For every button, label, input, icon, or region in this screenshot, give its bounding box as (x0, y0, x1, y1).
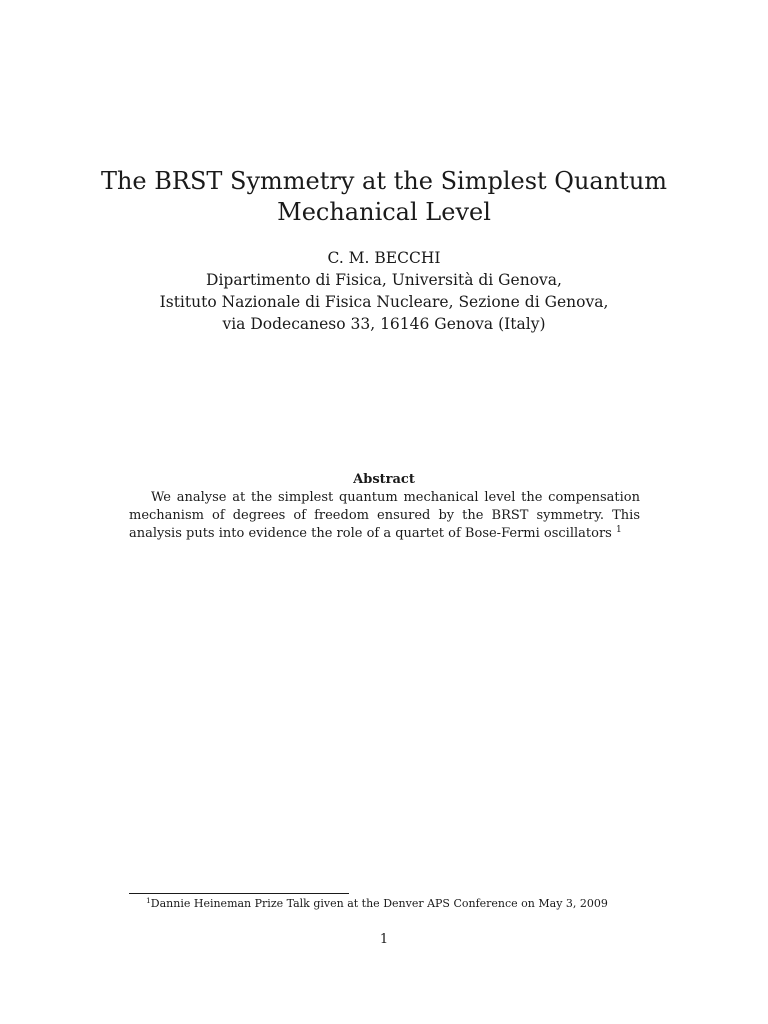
affiliation-line: Istituto Nazionale di Fisica Nucleare, Sezione di Genova, (159, 293, 609, 311)
author-name: C. M. BECCHI (327, 249, 441, 267)
affiliation-line: Dipartimento di Fisica, Università di Genova, (206, 271, 562, 289)
abstract-text: We analyse at the simplest quantum mechanical level the compensation mechanism of degrees of freedom ensured by the BRST symmetry. This analysis puts into evidence the role of a quartet of Bose-Fermi oscillators (129, 490, 640, 541)
affiliation-line: via Dodecaneso 33, 16146 Genova (Italy) (222, 315, 546, 333)
author-block (100, 247, 668, 335)
abstract-heading: Abstract (353, 472, 415, 487)
footnote-divider (129, 893, 349, 894)
footnote-reference[interactable]: 1 (616, 525, 622, 535)
footnote-mark: 1 (146, 896, 151, 905)
paper-title: The BRST Symmetry at the Simplest Quantum Mechanical Level (100, 167, 668, 226)
page-number: 1 (379, 932, 389, 947)
abstract-body (129, 489, 640, 543)
footnote-text: Dannie Heineman Prize Talk given at the Denver APS Conference on May 3, 2009 (150, 897, 608, 910)
footnote (146, 897, 608, 911)
